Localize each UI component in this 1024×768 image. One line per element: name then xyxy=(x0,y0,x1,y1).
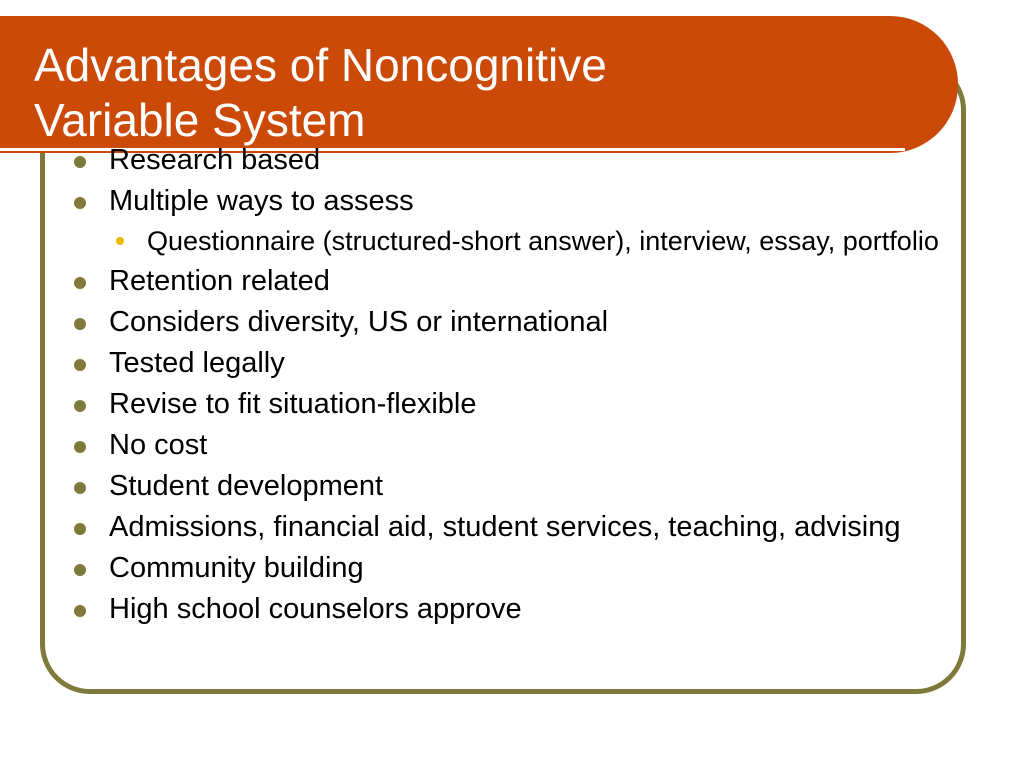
bullet-text: No cost xyxy=(109,429,208,461)
bullet-dot-icon xyxy=(74,523,86,535)
bullet-text: Community building xyxy=(109,552,364,584)
bullet-dot-icon xyxy=(74,400,86,412)
bullet-dot-icon xyxy=(74,277,86,289)
bullet-item xyxy=(70,388,950,421)
sub-bullet-dot-icon xyxy=(116,237,124,245)
bullet-dot-icon xyxy=(74,482,86,494)
bullet-text: Tested legally xyxy=(109,347,285,379)
title-line-1: Advantages of Noncognitive xyxy=(34,39,607,91)
bullet-text: Research based xyxy=(109,144,321,176)
bullet-dot-icon xyxy=(74,197,86,209)
bullet-dot-icon xyxy=(74,564,86,576)
bullet-text: Student development xyxy=(109,470,384,502)
bullet-item xyxy=(70,511,950,544)
slide-title xyxy=(34,38,874,148)
bullet-text: Multiple ways to assess xyxy=(109,185,414,217)
bullet-item xyxy=(70,552,950,585)
sub-bullet-item xyxy=(114,226,950,257)
title-line-2: Variable System xyxy=(34,94,366,146)
sub-bullet-text: Questionnaire (structured-short answer), interview, essay, portfolio xyxy=(147,226,939,256)
bullet-item xyxy=(70,429,950,462)
bullet-dot-icon xyxy=(74,156,86,168)
bullet-item xyxy=(70,306,950,339)
bullet-item xyxy=(70,347,950,380)
bullet-text: Admissions, financial aid, student services, teaching, advising xyxy=(109,511,901,543)
bullet-text: Revise to fit situation-flexible xyxy=(109,388,477,420)
bullet-list xyxy=(70,144,950,626)
bullet-text: Retention related xyxy=(109,265,330,297)
bullet-item xyxy=(70,593,950,626)
bullet-text: High school counselors approve xyxy=(109,593,522,625)
bullet-text: Considers diversity, US or international xyxy=(109,306,609,338)
bullet-item xyxy=(70,470,950,503)
bullet-item xyxy=(70,144,950,177)
title-band xyxy=(0,16,958,153)
bullet-dot-icon xyxy=(74,318,86,330)
bullet-dot-icon xyxy=(74,441,86,453)
bullet-dot-icon xyxy=(74,359,86,371)
bullet-item xyxy=(70,265,950,298)
bullet-dot-icon xyxy=(74,605,86,617)
bullet-item xyxy=(70,185,950,218)
